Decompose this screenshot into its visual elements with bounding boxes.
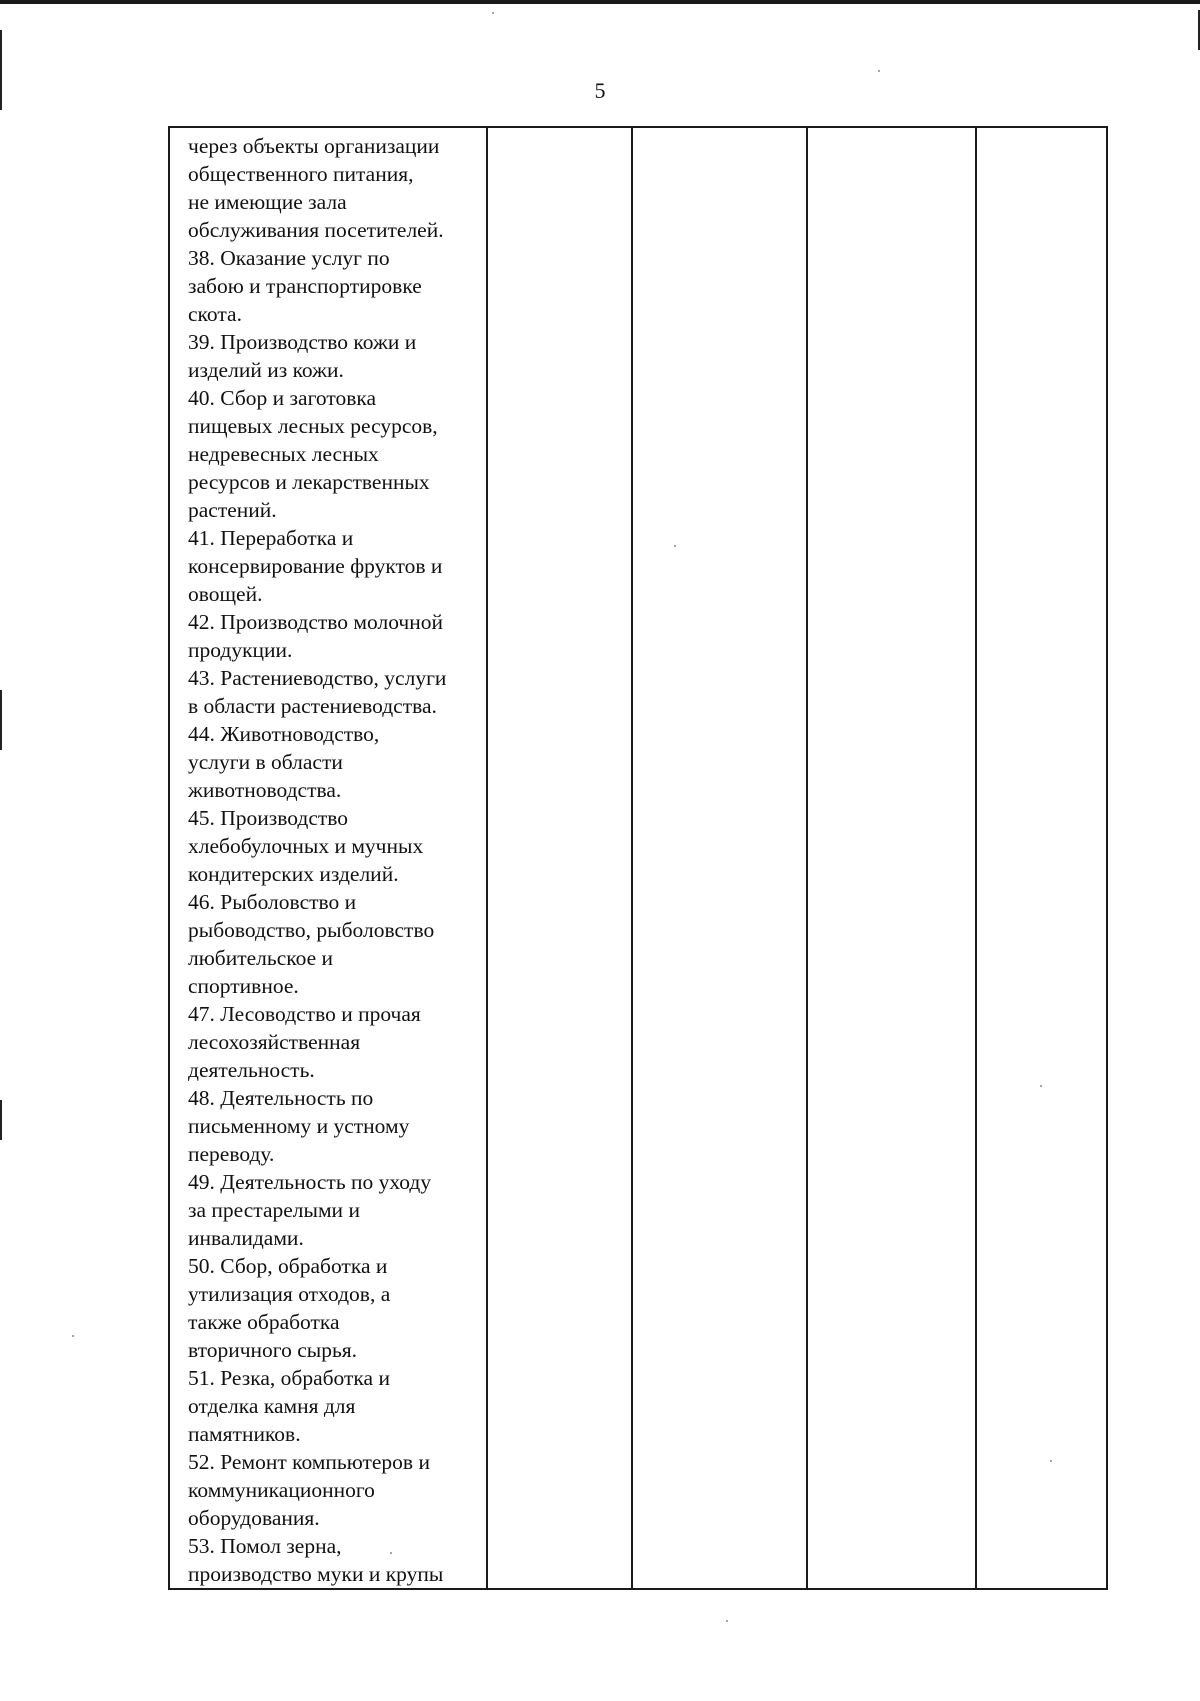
text-line: изделий из кожи.: [188, 358, 344, 382]
empty-cell: [807, 127, 976, 1589]
text-line: за престарелыми и: [188, 1198, 360, 1222]
text-line: 49. Деятельность по уходу: [188, 1170, 432, 1194]
empty-cell: [976, 127, 1107, 1589]
text-line: 47. Лесоводство и прочая: [188, 1002, 421, 1026]
text-line: 46. Рыболовство и: [188, 890, 357, 914]
activities-table: [168, 126, 1108, 1590]
text-line: 52. Ремонт компьютеров и: [188, 1450, 430, 1474]
scan-speck: [492, 12, 494, 14]
scan-speck: [72, 1335, 74, 1337]
text-line: не имеющие зала: [188, 190, 347, 214]
text-line: кондитерских изделий.: [188, 862, 399, 886]
text-line: ресурсов и лекарственных: [188, 470, 430, 494]
text-line: 41. Переработка и: [188, 526, 354, 550]
text-line: животноводства.: [188, 778, 342, 802]
text-line: переводу.: [188, 1142, 275, 1166]
text-line: скота.: [188, 302, 242, 326]
text-line: 42. Производство молочной: [188, 610, 443, 634]
text-line: лесохозяйственная: [188, 1030, 361, 1054]
empty-cell: [632, 127, 807, 1589]
text-line: отделка камня для: [188, 1394, 356, 1418]
scan-speck: [878, 70, 880, 72]
text-line: инвалидами.: [188, 1226, 304, 1250]
activities-cell: [169, 127, 487, 1589]
text-line: недревесных лесных: [188, 442, 379, 466]
text-line: коммуникационного: [188, 1478, 375, 1502]
table-row: [169, 127, 1107, 1589]
text-line: также обработка: [188, 1310, 340, 1334]
text-line: 40. Сбор и заготовка: [188, 386, 377, 410]
text-line: хлебобулочных и мучных: [188, 834, 424, 858]
text-line: продукции.: [188, 638, 293, 662]
scan-speck: [726, 1620, 728, 1622]
text-line: 38. Оказание услуг по: [188, 246, 390, 270]
text-line: овощей.: [188, 582, 263, 606]
text-line: 45. Производство: [188, 806, 349, 830]
text-line: консервирование фруктов и: [188, 554, 443, 578]
text-line: забою и транспортировке: [188, 274, 422, 298]
text-line: обслуживания посетителей.: [188, 218, 444, 242]
text-line: 39. Производство кожи и: [188, 330, 417, 354]
scan-left-edge-mark: [0, 1100, 2, 1140]
text-line: деятельность.: [188, 1058, 315, 1082]
scan-top-edge: [0, 0, 1200, 4]
text-line: любительское и: [188, 946, 334, 970]
scan-left-edge-mark: [0, 690, 2, 750]
text-line: оборудования.: [188, 1506, 320, 1530]
text-line: производство муки и крупы: [188, 1562, 444, 1586]
page-number: 5: [594, 78, 606, 103]
activities-list: [170, 128, 486, 1588]
text-line: вторичного сырья.: [188, 1338, 358, 1362]
empty-cell: [487, 127, 632, 1589]
text-line: пищевых лесных ресурсов,: [188, 414, 438, 438]
text-line: рыбоводство, рыболовство: [188, 918, 435, 942]
text-line: 44. Животноводство,: [188, 722, 380, 746]
text-line: растений.: [188, 498, 277, 522]
text-line: памятников.: [188, 1422, 301, 1446]
text-line: через объекты организации: [188, 134, 440, 158]
text-line: 53. Помол зерна,: [188, 1534, 342, 1558]
text-line: 48. Деятельность по: [188, 1086, 374, 1110]
text-line: услуги в области: [188, 750, 343, 774]
text-line: в области растениеводства.: [188, 694, 437, 718]
text-line: спортивное.: [188, 974, 299, 998]
text-line: 43. Растениеводство, услуги: [188, 666, 447, 690]
text-line: письменному и устному: [188, 1114, 410, 1138]
text-line: 50. Сбор, обработка и: [188, 1254, 388, 1278]
text-line: 51. Резка, обработка и: [188, 1366, 390, 1390]
text-line: общественного питания,: [188, 162, 414, 186]
text-line: утилизация отходов, а: [188, 1282, 391, 1306]
